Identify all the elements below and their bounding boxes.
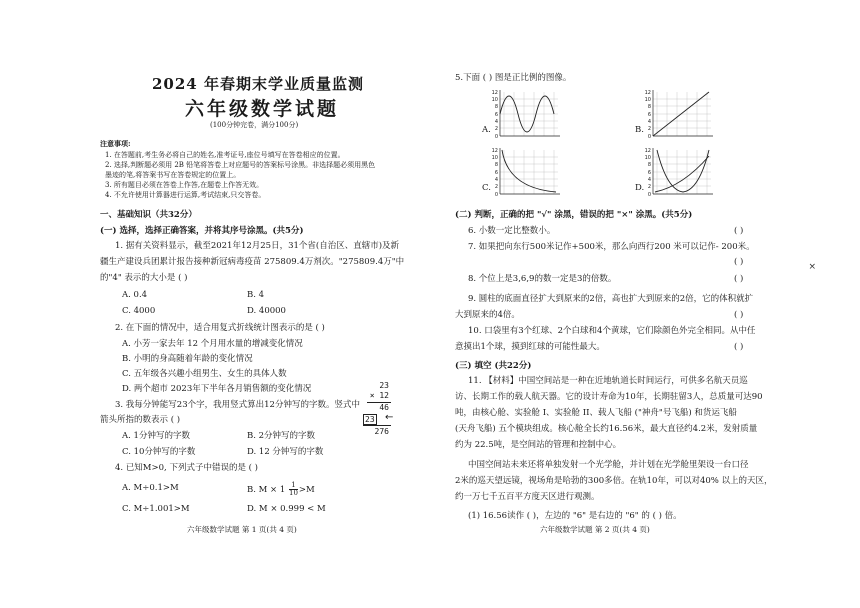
vertical-partial-2-boxed: 23 [365,415,375,424]
notice-3: 3. 所有题目必须在答卷上作答,在题卷上作答无效。 [105,181,264,189]
y-tick-label: 4 [647,177,651,183]
y-tick-label: 6 [647,170,651,176]
q9-answer[interactable]: ( ) [734,310,744,320]
q10-line1: 10. 口袋里有3个红球、2个白球和4个黄球，它们除颜色外完全相同。从中任 [468,326,756,336]
q11-line1: 11. 【材料】中国空间站是一种在近地轨道长时间运行，可供多名航天员巡 [468,376,748,386]
y-tick-label: 2 [647,184,651,190]
y-tick-label: 0 [494,134,498,140]
vertical-rule-2 [363,425,391,426]
q11-line5: 约为 22.5吨，是空间站的管理和控制中心。 [455,440,622,450]
graph-d-label[interactable]: D. [635,183,645,193]
y-tick-label: 8 [494,162,498,168]
q8-answer[interactable]: ( ) [734,274,744,284]
q9-line2: 大到原来的4倍。 [455,310,520,320]
left-page [95,0,430,608]
y-tick-label: 10 [644,97,651,103]
q4-option-b-tail: >M [298,485,315,495]
q11-line4: (天舟飞船) 五个模块组成。核心舱全长约16.56米，最大直径约4.2米，发射质量 [455,424,758,434]
q8: 8. 个位上是3,6,9的数一定是3的倍数。 [468,274,617,284]
q3-option-a[interactable]: A. 1分钟写的字数 [122,431,190,441]
y-tick-label: 8 [647,162,651,168]
q4-option-b[interactable] [247,482,315,497]
exam-duration: (100分钟完卷，满分100分) [210,121,299,129]
q3-line2: 箭头所指的数表示 ( ) [100,415,181,425]
y-tick-label: 6 [494,112,498,118]
graph-a [490,88,562,142]
y-tick-label: 0 [647,192,651,198]
y-tick-label: 2 [647,126,651,132]
y-tick-label: 2 [494,184,498,190]
q5-stem: 5.下面 ( ) 图是正比例的图像。 [455,73,572,83]
q4-option-b-text: B. M × 1 [247,485,286,495]
y-tick-label: 0 [494,192,498,198]
y-tick-label: 10 [491,97,498,103]
y-tick-label: 0 [647,134,651,140]
q2-option-b[interactable]: B. 小明的身高随着年龄的变化情况 [122,354,253,364]
right-page [450,0,773,608]
q3-option-b[interactable]: B. 2分钟写的字数 [247,431,316,441]
q7: 7. 如果把向东行500米记作+500米，那么向西行200 米可以记作- 200米。 [468,242,755,252]
q2-option-c[interactable]: C. 五年级各兴趣小组男生、女生的具体人数 [122,369,287,379]
q4-stem: 4. 已知M>0, 下列式子中错误的是 ( ) [115,463,258,473]
y-tick-label: 4 [494,119,498,125]
q11-line7: 2米的巡天望远镜，视场角是哈勃的300多倍。在轨10年，可以对40% 以上的天区， [455,476,773,486]
left-page-footer: 六年级数学试题 第 1 页(共 4 页) [187,525,297,534]
y-tick-label: 8 [494,104,498,110]
q6: 6. 小数一定比整数小。 [468,226,556,236]
notice-heading: 注意事项: [100,139,131,148]
graph-b-label[interactable]: B. [635,125,644,135]
q11-line6: 中国空间站未来还将单独发射一个光学舱，并计划在光学舱里架设一台口径 [468,460,749,470]
vertical-product: 276 [374,427,389,436]
notice-1: 1. 在答题前,考生务必将自己的姓名,准考证号,座位号填写在答卷相应的位置。 [105,151,345,159]
y-tick-label: 10 [644,155,651,161]
y-tick-label: 4 [647,119,651,125]
graph-d [643,146,715,200]
q4-option-d[interactable]: D. M × 0.999 < M [247,504,326,514]
exam-title: 2024 年春期末学业质量监测 [152,75,364,93]
q11-sub1: (1) 16.56读作 ( )，左边的 "6" 是右边的 "6" 的 ( ) 倍。 [468,511,682,521]
right-page-footer: 六年级数学试题 第 2 页(共 4 页) [540,525,650,534]
fraction-denominator: 10 [289,489,298,497]
y-tick-label: 6 [494,170,498,176]
section-fill: (三) 填空 (共22分) [455,361,532,371]
q11-line2: 访、长期工作的载人航天器。它的设计寿命为10年，长期驻留3人，总质量可达90 [455,392,763,402]
q1-line3: 的"4" 表示的大小是 ( ) [100,273,188,283]
q1-line1: 1. 据有关资料显示，截至2021年12月25日，31个省(自治区、直辖市)及新 [115,241,400,251]
y-tick-label: 2 [494,126,498,132]
q2-option-d[interactable]: D. 两个超市 2023年下半年各月销售额的变化情况 [122,384,312,394]
exam-subject-title: 六年级数学试题 [185,98,340,120]
q3-option-d[interactable]: D. 12 分钟写的字数 [247,447,324,457]
y-tick-label: 12 [644,90,651,96]
vertical-multiplier: × 12 [369,391,389,400]
q4-option-c[interactable]: C. M÷1.001>M [122,504,190,514]
q1-option-d[interactable]: D. 40000 [247,306,286,316]
q4-option-a[interactable]: A. M÷0.1>M [122,483,179,493]
q1-option-b[interactable]: B. 4 [247,290,265,300]
y-tick-label: 12 [491,90,498,96]
section-basic: 一、基础知识（共32分） [100,210,197,220]
q10-answer[interactable]: ( ) [734,342,744,352]
y-tick-label: 6 [647,112,651,118]
graph-c-label[interactable]: C. [482,183,491,193]
q10-line2: 意摸出1个球，摸到红球的可能性最大。 [455,342,605,352]
q1-option-a[interactable]: A. 0.4 [122,290,148,300]
q2-option-a[interactable]: A. 小芳一家去年 12 个月用水量的增减变化情况 [122,339,303,349]
y-tick-label: 8 [647,104,651,110]
y-tick-label: 10 [491,155,498,161]
y-tick-label: 12 [644,148,651,154]
q1-option-c[interactable]: C. 4000 [122,306,156,316]
q9-line1: 9. 圆柱的底面直径扩大到原来的2倍，高也扩大到原来的2倍，它的体积就扩 [468,294,754,304]
notice-2: 2. 选择,判断题必须用 2B 铅笔将答卷上对应题号的答案标号涂黑。非选择题必须用黑色 [105,161,376,169]
notice-2b: 墨迹的笔,将答案书写在答卷规定的位置上。 [105,171,241,179]
y-tick-label: 12 [491,148,498,154]
q2-stem: 2. 在下面的情况中，适合用复式折线统计图表示的是 ( ) [115,323,325,333]
fraction-numerator: 1 [289,482,298,490]
graph-c [490,146,562,200]
q11-line8: 约一万七千五百平方度天区进行观测。 [455,492,600,502]
q3-line1: 3. 我每分钟能写23个字，我用竖式算出12分钟写的字数。竖式中 [115,400,360,410]
q11-line3: 吨，由核心舱、实验舱 I、实验舱 II、载人飞船 ("神舟"号飞船) 和货运飞船 [455,408,737,418]
notice-4: 4. 不允许使用计算器进行运算,考试结束,只交答卷。 [105,191,266,199]
close-icon[interactable]: × [808,262,816,272]
q3-option-c[interactable]: C. 10分钟写的字数 [122,447,196,457]
vertical-multiplicand: 23 [379,381,389,390]
fraction [289,482,298,497]
section-judge: (二) 判断，正确的把 "√" 涂黑，错误的把 "×" 涂黑。(共5分) [455,210,693,220]
q6-answer[interactable]: ( ) [734,226,744,236]
y-tick-label: 4 [494,177,498,183]
q7-answer[interactable]: ( ) [734,257,744,267]
graph-b [643,88,715,142]
q1-line2: 疆生产建设兵团累计报告接种新冠病毒疫苗 275809.4万剂次。"275809.4万"中 [100,257,405,267]
graph-a-label[interactable]: A. [482,125,491,135]
vertical-partial-1: 46 [379,403,389,412]
arrow-left-icon: ← [385,412,394,423]
section-choice: (一) 选择，选择正确答案，并将其序号涂黑。(共5分) [100,226,304,236]
